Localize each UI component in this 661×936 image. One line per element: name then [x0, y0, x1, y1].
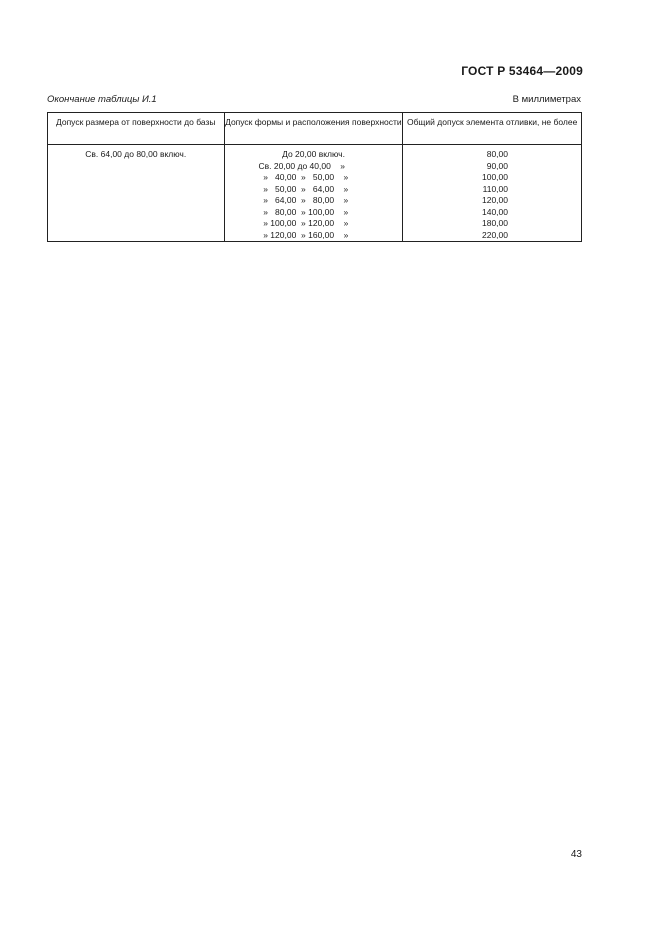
- page-number: 43: [570, 849, 582, 860]
- standard-number: ГОСТ Р 53464—2009: [461, 64, 583, 78]
- list-item: Св. 20,00 до 40,00 »: [258, 160, 346, 171]
- list-item: » 64,00 » 80,00 »: [258, 195, 349, 205]
- list-item: 180,00: [482, 218, 508, 228]
- table-caption: Окончание таблицы И.1: [47, 94, 157, 105]
- list-item: 100,00: [482, 172, 508, 182]
- table-row: [48, 145, 582, 242]
- column-header-total-tolerance: Общий допуск элемента отливки, не более: [403, 113, 582, 145]
- list-item: 120,00: [482, 195, 508, 205]
- base-range-cell: [48, 145, 225, 242]
- form-range-list: [225, 149, 403, 241]
- list-item: » 120,00 » 160,00 »: [258, 229, 349, 240]
- list-item: » 80,00 » 100,00 »: [258, 206, 349, 217]
- total-tolerance-cell: [403, 145, 582, 242]
- list-item: 140,00: [482, 206, 508, 217]
- list-item: До 20,00 включ.: [258, 149, 345, 159]
- form-range-cell: [224, 145, 403, 242]
- list-item: » 100,00 » 120,00 »: [258, 218, 349, 228]
- list-item: 90,00: [486, 160, 508, 171]
- units-caption: В миллиметрах: [512, 94, 581, 105]
- list-item: » 40,00 » 50,00 »: [258, 172, 349, 182]
- column-header-form-tolerance: Допуск формы и расположения поверхности: [224, 113, 403, 145]
- table-header-row: [48, 113, 582, 145]
- list-item: 220,00: [482, 229, 508, 240]
- list-item: 80,00: [486, 149, 508, 159]
- total-tolerance-list: [403, 149, 581, 241]
- list-item: » 50,00 » 64,00 »: [258, 183, 349, 194]
- column-header-base-tolerance: Допуск размера от поверхности до базы: [48, 113, 225, 145]
- list-item: 110,00: [482, 183, 508, 194]
- base-range-value: Св. 64,00 до 80,00 включ.: [85, 149, 187, 159]
- tolerance-table: [47, 112, 582, 242]
